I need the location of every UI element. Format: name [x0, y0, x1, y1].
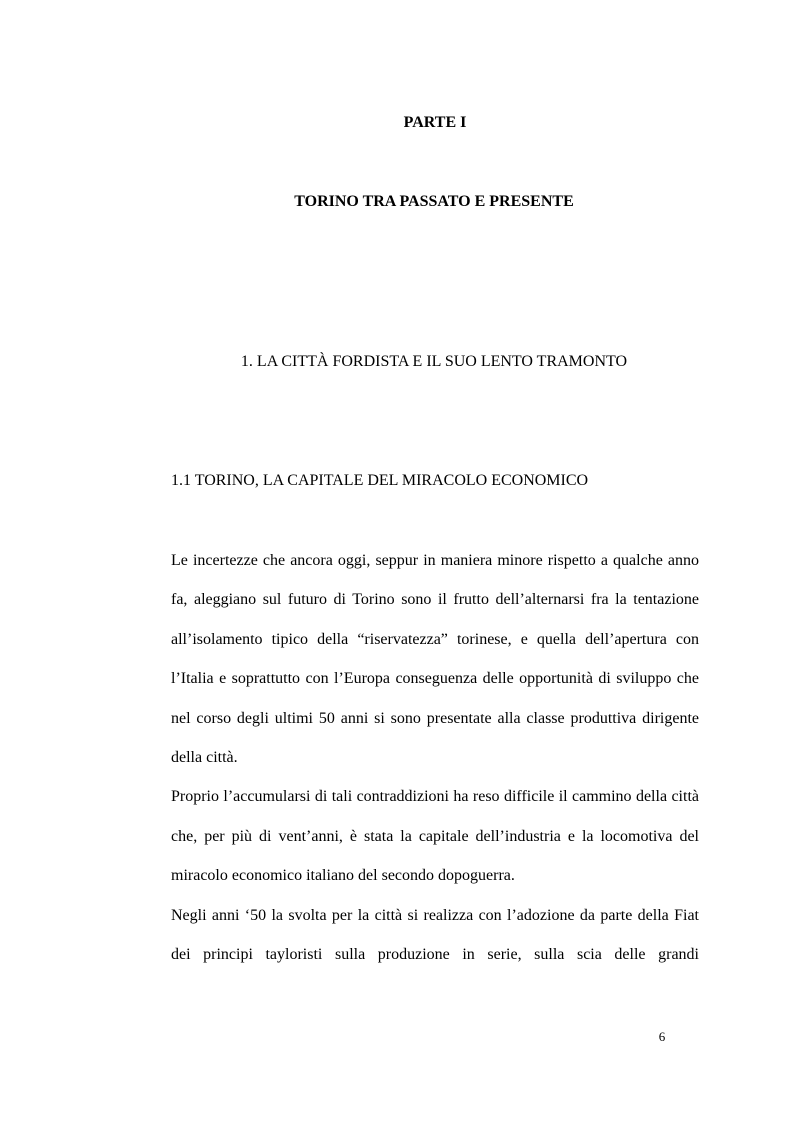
- body-text: [171, 541, 699, 974]
- section-title: 1.1 TORINO, LA CAPITALE DEL MIRACOLO ECONOMICO: [171, 472, 589, 489]
- page-number: 6: [658, 1029, 666, 1044]
- paragraph: Negli anni ‘50 la svolta per la città si realizza con l’adozione da parte della Fiat dei principi tayloristi sulla produzione in serie, sulla scia delle grandi: [171, 906, 699, 964]
- main-title: TORINO TRA PASSATO E PRESENTE: [294, 193, 574, 210]
- paragraph: Proprio l’accumularsi di tali contraddizioni ha reso difficile il cammino della città che, per più di vent’anni, è stata la capitale dell’industria e la locomotiva del miracolo economico italiano del secondo dopoguerra.: [171, 788, 699, 885]
- chapter-title: 1. LA CITTÀ FORDISTA E IL SUO LENTO TRAMONTO: [240, 353, 628, 370]
- part-title: PARTE I: [403, 114, 467, 131]
- paragraph: Le incertezze che ancora oggi, seppur in maniera minore rispetto a qualche anno fa, aleggiano sul futuro di Torino sono il frutto dell’alternarsi fra la tentazione all’isolamento tipico della “riservatezza” torinese, e quella dell’apertura con l’Italia e soprattutto con l’Europa conseguenza delle opportunità di sviluppo che nel corso degli ultimi 50 anni si sono presentate alla classe produttiva dirigente della città.: [171, 552, 699, 767]
